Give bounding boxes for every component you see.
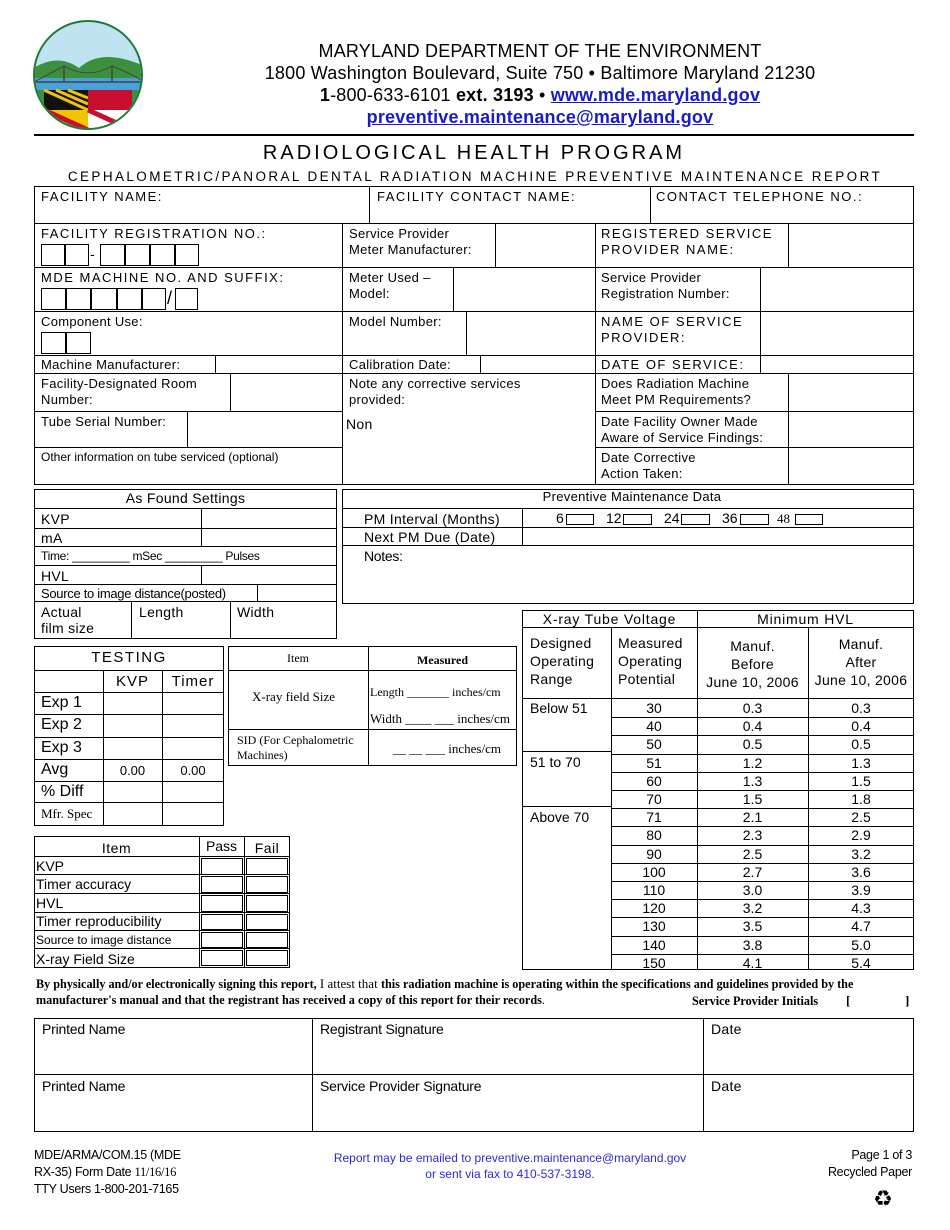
mde-machine-no-label: MDE MACHINE NO. AND SUFFIX: [41, 270, 285, 285]
date-of-service-field[interactable] [762, 357, 912, 372]
exp1-kvp-cell[interactable] [105, 694, 160, 713]
as-found-hvl-label: HVL [41, 568, 70, 584]
exp3-kvp-cell[interactable] [105, 739, 160, 758]
machine-digit-box[interactable] [117, 288, 142, 310]
testing-row-label: Avg [41, 761, 69, 778]
hvl-after-cell: 1.8 [851, 791, 871, 807]
hvl-before-cell: 0.5 [742, 736, 763, 753]
field-width-input[interactable]: Width ____ ___ inches/cm [370, 711, 510, 726]
owner-aware-label: Date Facility Owner Made Aware of Service Findings: [601, 414, 764, 445]
sp-signature-label: Service Provider Signature [320, 1078, 482, 1094]
date-of-service-label: DATE OF SERVICE: [601, 357, 745, 372]
corrective-services-label: Note any corrective services provided: [349, 376, 521, 407]
pf-row-label: X-ray Field Size [36, 951, 135, 967]
hvl-kvp-cell: 71 [646, 809, 662, 826]
next-pm-due-label: Next PM Due (Date) [364, 529, 496, 545]
hvl-kvp-cell: 150 [642, 954, 666, 971]
hvl-before-cell: 3.8 [742, 936, 763, 953]
hvl-kvp-cell: 30 [646, 700, 662, 716]
testing-timer-header: Timer [171, 673, 215, 690]
hvl-kvp-cell: 120 [642, 900, 666, 917]
registrant-printed-name-field[interactable] [42, 1040, 308, 1072]
hvl-before-cell: 2.1 [742, 809, 763, 826]
tube-serial-field[interactable] [189, 414, 340, 446]
registered-sp-field[interactable] [790, 226, 912, 266]
hvl-kvp-cell: 90 [646, 845, 662, 862]
avg-timer-value: 0.00 [180, 763, 206, 778]
field-size-fail-checkbox[interactable] [246, 950, 288, 966]
pm-interval-12[interactable]: 12 [606, 510, 622, 526]
hvl-after-cell: 5.4 [851, 954, 871, 971]
machine-digit-box[interactable] [66, 288, 91, 310]
actual-film-size-label: Actual film size [41, 604, 95, 636]
hvl-kvp-cell: 51 [646, 754, 662, 771]
corrective-date-label: Date Corrective Action Taken: [601, 450, 696, 481]
hvl-after-cell: 4.3 [851, 900, 871, 917]
facility-contact-label: FACILITY CONTACT NAME: [377, 189, 577, 204]
reg-digit-box[interactable] [100, 244, 125, 266]
hvl-before-cell: 3.0 [742, 882, 763, 898]
testing-row-label: Mfr. Spec [41, 806, 93, 821]
hvl-after-cell: 3.6 [851, 863, 871, 880]
contact-phone-field[interactable] [656, 205, 910, 221]
meet-pm-label: Does Radiation Machine Meet PM Requirements? [601, 376, 752, 407]
hvl-after-cell: 4.7 [851, 918, 871, 935]
exp2-timer-cell[interactable] [164, 716, 222, 736]
pm-interval-label: PM Interval (Months) [364, 511, 500, 527]
film-width-label[interactable]: Width [237, 604, 275, 620]
range-below-51: Below 51 [530, 700, 588, 716]
model-number-label: Model Number: [349, 314, 442, 329]
hvl-before-cell: 1.5 [742, 791, 763, 807]
reg-digit-box[interactable] [150, 244, 175, 266]
hvl-before-cell: 1.2 [742, 754, 763, 771]
timer-repro-fail-checkbox[interactable] [246, 914, 288, 930]
component-use-label: Component Use: [41, 314, 143, 329]
timer-accuracy-fail-checkbox[interactable] [246, 876, 288, 893]
pm-interval-48-checkbox[interactable] [795, 514, 823, 525]
hvl-before-cell: 1.3 [742, 772, 763, 789]
initials-bracket-open: [ [846, 993, 851, 1008]
registrant-signature-label: Registrant Signature [320, 1021, 444, 1037]
hvl-after-cell: 2.9 [851, 827, 871, 844]
hvl-before-cell: 2.7 [742, 863, 763, 880]
designed-range-header: Designed Operating Range [530, 635, 595, 687]
timer-repro-pass-checkbox[interactable] [201, 914, 243, 930]
email-link[interactable]: preventive.maintenance@maryland.gov [366, 107, 714, 127]
component-box[interactable] [66, 332, 91, 354]
calibration-date-label: Calibration Date: [349, 357, 451, 372]
exp3-timer-cell[interactable] [164, 739, 222, 758]
hvl-kvp-cell: 50 [646, 736, 662, 753]
testing-title: TESTING [91, 649, 167, 666]
next-pm-due-field[interactable] [524, 529, 912, 544]
hvl-kvp-cell: 40 [646, 718, 662, 735]
report-title: CEPHALOMETRIC/PANORAL DENTAL RADIATION MACHINE PREVENTIVE MAINTENANCE REPORT [67, 169, 883, 184]
sp-registration-label: Service Provider Registration Number: [601, 270, 730, 301]
pf-row-label: Source to image distance [36, 933, 172, 947]
xray-field-size-label: X-ray field Size [252, 689, 336, 704]
hvl-after-cell: 0.4 [851, 718, 871, 735]
pf-item-header: Item [101, 840, 132, 856]
sp-initials-field[interactable] [853, 994, 903, 1009]
hvl-after-cell: 5.0 [851, 936, 871, 953]
field-item-header: Item [287, 651, 309, 665]
hvl-kvp-cell: 70 [646, 791, 662, 807]
meet-pm-field[interactable] [790, 376, 912, 410]
xray-tube-voltage-header: X-ray Tube Voltage [542, 611, 677, 627]
sid-pass-checkbox[interactable] [201, 932, 243, 948]
field-measured-header: Measured [416, 653, 469, 667]
other-info-label: Other information on tube serviced (optional) [41, 450, 279, 464]
registrant-date-field[interactable] [711, 1040, 911, 1072]
room-number-label: Facility-Designated Room Number: [41, 376, 198, 407]
film-length-label[interactable]: Length [139, 604, 184, 620]
sid-label: SID (For Cephalometric Machines) [237, 733, 354, 762]
machine-mfr-field[interactable] [217, 357, 340, 372]
name-sp-field[interactable] [762, 314, 912, 354]
contact-phone-label: CONTACT TELEPHONE NO.: [656, 189, 864, 204]
hvl-fail-checkbox[interactable] [246, 895, 288, 912]
kvp-fail-checkbox[interactable] [246, 858, 288, 875]
sp-signature-field[interactable] [320, 1097, 698, 1129]
owner-aware-field[interactable] [790, 414, 912, 446]
hvl-before-cell: 3.2 [742, 900, 763, 917]
pm-interval-24[interactable]: 24 [664, 510, 680, 526]
printed-name-label: Printed Name [42, 1078, 126, 1094]
pf-pass-header: Pass [205, 838, 238, 854]
hvl-after-cell: 3.2 [851, 845, 871, 862]
avg-kvp-value: 0.00 [119, 763, 146, 778]
calibration-date-field[interactable] [482, 357, 593, 372]
header-rule [34, 134, 914, 136]
hvl-kvp-cell: 100 [642, 863, 666, 880]
facility-name-label: FACILITY NAME: [41, 189, 163, 204]
measured-potential-header: Measured Operating Potential [618, 635, 683, 687]
pf-row-label: Timer accuracy [36, 876, 132, 892]
hvl-after-cell: 3.9 [851, 882, 871, 898]
pm-data-title: Preventive Maintenance Data [542, 489, 722, 504]
as-found-sid-label: Source to image distance(posted) [41, 586, 226, 601]
facility-name-field[interactable] [41, 205, 361, 221]
range-above-70: Above 70 [530, 809, 590, 825]
as-found-ma-field[interactable] [203, 530, 335, 545]
testing-row-label: Exp 3 [41, 739, 82, 756]
sid-fail-checkbox[interactable] [246, 932, 288, 948]
hvl-before-cell: 2.3 [742, 827, 763, 844]
kvp-pass-checkbox[interactable] [201, 858, 243, 875]
hvl-kvp-cell: 130 [642, 918, 666, 935]
range-51-to-70: 51 to 70 [530, 754, 581, 770]
pm-interval-36-checkbox[interactable] [740, 514, 769, 525]
machine-digit-box[interactable] [142, 288, 166, 310]
tube-serial-label: Tube Serial Number: [41, 414, 167, 429]
registrant-date-label: Date [711, 1021, 742, 1037]
facility-contact-field[interactable] [377, 205, 645, 221]
hvl-after-cell: 1.3 [851, 754, 871, 771]
testing-kvp-header: KVP [115, 673, 149, 690]
sp-meter-mfr-label: Service Provider Meter Manufacturer: [349, 226, 472, 257]
testing-row-label: Exp 2 [41, 716, 82, 733]
manuf-before-header: Manuf. Before June 10, 2006 [706, 638, 799, 690]
exp2-kvp-cell[interactable] [105, 716, 160, 736]
pm-interval-12-checkbox[interactable] [623, 514, 652, 525]
sp-registration-field[interactable] [762, 270, 912, 310]
footer-email-note: Report may be emailed to preventive.maintenance@maryland.gov or sent via fax to 410-537-3198. [333, 1151, 687, 1181]
pm-interval-24-checkbox[interactable] [681, 514, 710, 525]
registration-no-label: FACILITY REGISTRATION NO.: [41, 226, 267, 241]
field-length-input[interactable]: Length _______ inches/cm [370, 685, 501, 699]
pf-fail-header: Fail [254, 840, 280, 856]
website-link[interactable]: www.mde.maryland.gov [550, 85, 761, 105]
pf-row-label: Timer reproducibility [36, 913, 162, 929]
as-found-ma-label: mA [41, 530, 63, 546]
hvl-before-cell: 2.5 [742, 845, 763, 862]
hvl-after-cell: 1.5 [851, 772, 871, 789]
field-size-pass-checkbox[interactable] [201, 950, 243, 966]
minimum-hvl-header: Minimum HVL [757, 611, 854, 627]
hvl-kvp-cell: 110 [642, 882, 666, 898]
as-found-kvp-field[interactable] [203, 510, 335, 527]
pm-interval-6-checkbox[interactable] [566, 514, 594, 525]
sp-meter-mfr-field[interactable] [497, 226, 593, 266]
model-number-field[interactable] [468, 314, 593, 354]
mde-seal-logo [24, 20, 152, 130]
machine-mfr-label: Machine Manufacturer: [41, 357, 181, 372]
notes-field[interactable] [410, 548, 910, 600]
agency-phone-line: 1-800-633-6101 ext. 3193 • www.mde.maryland.gov [319, 85, 761, 105]
recycle-icon: ♻ [873, 1186, 893, 1211]
sp-date-label: Date [711, 1078, 742, 1094]
hvl-before-cell: 4.1 [742, 954, 763, 971]
notes-label: Notes: [364, 548, 403, 564]
machine-digit-box[interactable] [91, 288, 117, 310]
page-number: Page 1 of 3 Recycled Paper [827, 1148, 912, 1179]
meter-used-field[interactable] [455, 270, 593, 310]
agency-name: MARYLAND DEPARTMENT OF THE ENVIRONMENT [318, 41, 762, 61]
registrant-signature-field[interactable] [320, 1040, 698, 1072]
name-sp-label: NAME OF SERVICE PROVIDER: [601, 314, 744, 345]
exp1-timer-cell[interactable] [164, 694, 222, 713]
as-found-time-line[interactable]: Time: _________ mSec _________ Pulses [41, 549, 260, 563]
sp-printed-name-field[interactable] [42, 1097, 308, 1129]
hvl-after-cell: 0.3 [851, 700, 871, 716]
component-box[interactable] [41, 332, 66, 354]
pm-interval-6[interactable]: 6 [556, 510, 564, 526]
corrective-services-value[interactable]: Non [346, 416, 373, 432]
pm-interval-48[interactable]: 48 [777, 511, 790, 526]
registered-sp-label: REGISTERED SERVICE PROVIDER NAME: [601, 226, 773, 257]
program-title: RADIOLOGICAL HEALTH PROGRAM [262, 142, 686, 164]
hvl-kvp-cell: 140 [642, 936, 666, 953]
hvl-after-cell: 0.5 [851, 736, 871, 753]
as-found-title: As Found Settings [125, 490, 246, 506]
room-number-field[interactable] [232, 376, 340, 410]
testing-row-label: Exp 1 [41, 694, 82, 711]
hvl-before-cell: 0.4 [742, 718, 763, 735]
reg-digit-box[interactable] [175, 244, 199, 266]
agency-address: 1800 Washington Boulevard, Suite 750 • Baltimore Maryland 21230 [264, 63, 816, 83]
sp-initials-label: Service Provider Initials [692, 994, 819, 1008]
corrective-date-field[interactable] [790, 450, 912, 483]
printed-name-label: Printed Name [42, 1021, 126, 1037]
sid-input[interactable]: __ __ ___ inches/cm [393, 741, 501, 756]
form-id: MDE/ARMA/COM.15 (MDE RX-35) Form Date 11/16/16 TTY Users 1-800-201-7165 [34, 1148, 181, 1196]
manuf-after-header: Manuf. After June 10, 2006 [814, 636, 908, 688]
hvl-pass-checkbox[interactable] [201, 895, 243, 912]
as-found-hvl-field[interactable] [203, 567, 335, 583]
hvl-before-cell: 3.5 [742, 918, 763, 935]
as-found-kvp-label: KVP [41, 511, 70, 527]
suffix-box[interactable] [175, 288, 198, 310]
hvl-before-cell: 0.3 [742, 700, 763, 716]
hvl-after-cell: 2.5 [851, 809, 871, 826]
suffix-slash: / [167, 288, 173, 308]
pm-interval-36[interactable]: 36 [722, 510, 738, 526]
hvl-kvp-cell: 60 [646, 772, 662, 789]
pf-row-label: HVL [36, 895, 64, 911]
hvl-kvp-cell: 80 [646, 827, 662, 844]
pf-row-label: KVP [36, 858, 65, 874]
attestation-text: By physically and/or electronically signing this report, I attest that this radiation machine is operating within the specifications and guidelines provided by the manufacturer's manual and that the registrant has received a copy of this report for their records. [36, 976, 854, 1007]
reg-digit-box[interactable] [65, 244, 89, 266]
as-found-sid-field[interactable] [259, 586, 335, 600]
reg-digit-box[interactable] [125, 244, 150, 266]
testing-row-label: % Diff [41, 783, 84, 800]
machine-digit-box[interactable] [41, 288, 66, 310]
timer-accuracy-pass-checkbox[interactable] [201, 876, 243, 893]
meter-used-label: Meter Used – Model: [349, 270, 431, 301]
reg-dash: - [90, 246, 95, 262]
sp-date-field[interactable] [711, 1097, 911, 1129]
initials-bracket-close: ] [905, 993, 910, 1008]
reg-digit-box[interactable] [41, 244, 65, 266]
